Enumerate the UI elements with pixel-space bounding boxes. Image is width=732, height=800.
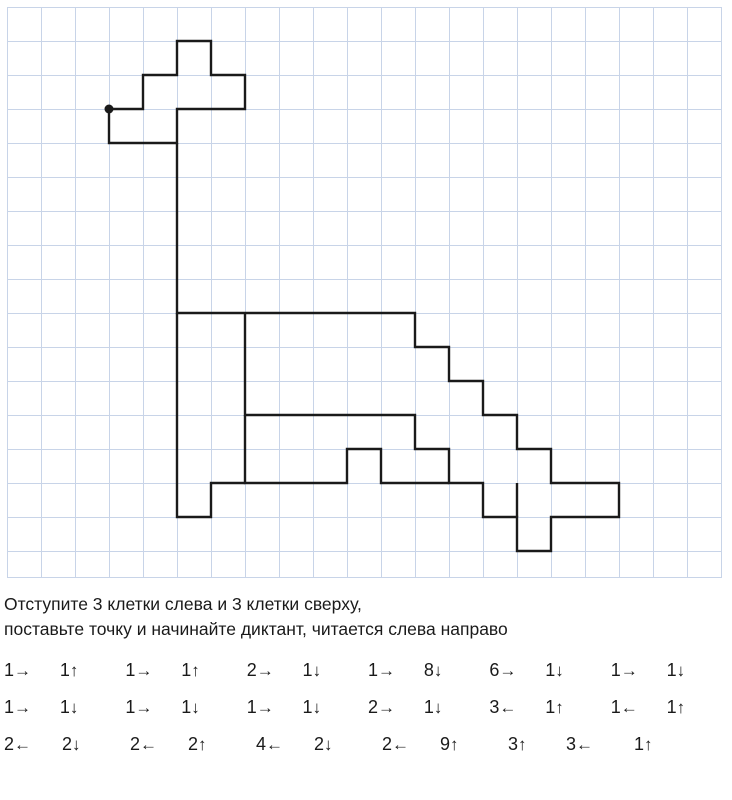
dictation-step: 1↓ [423, 697, 443, 717]
dictation-step: 1↓ [181, 697, 200, 717]
dictation-step: 3↑ [508, 734, 527, 754]
arrow-icon: → [14, 698, 32, 717]
dictation-step: 1→ [4, 660, 32, 680]
dictation-step: 1↑ [634, 734, 653, 754]
dictation-steps-table [0, 660, 732, 771]
dictation-row [0, 697, 732, 734]
arrow-icon: → [135, 698, 153, 717]
arrow-icon: ← [266, 735, 284, 754]
arrow-icon: → [14, 661, 32, 680]
dictation-step: 1↓ [59, 697, 79, 717]
dictation-step: 2↓ [62, 734, 81, 754]
arrow-icon: → [499, 661, 517, 680]
arrow-icon: → [256, 661, 274, 680]
arrow-icon: ↓ [676, 661, 686, 680]
dictation-step: 1↑ [666, 697, 686, 717]
dictation-row [0, 660, 732, 697]
dictation-step: 2↑ [188, 734, 207, 754]
dictation-step: 1→ [125, 660, 153, 680]
arrow-icon: ↑ [450, 735, 459, 754]
arrow-icon: ↓ [324, 735, 333, 754]
dictation-step: 1↓ [302, 697, 322, 717]
dictation-step: 2→ [368, 697, 396, 717]
arrow-icon: ↓ [72, 735, 81, 754]
dictation-step: 1↓ [666, 660, 686, 680]
arrow-icon: ↑ [518, 735, 527, 754]
arrow-icon: ← [620, 698, 638, 717]
dictation-step: 1↑ [181, 660, 200, 680]
arrow-icon: ↓ [433, 698, 443, 717]
dictation-step: 8↓ [423, 660, 443, 680]
dictation-step: 2← [130, 734, 158, 754]
arrow-icon: → [135, 661, 153, 680]
arrow-icon: ↓ [312, 698, 322, 717]
start-dot-icon [105, 105, 114, 114]
arrow-icon: ↓ [191, 698, 200, 717]
arrow-icon: ↑ [644, 735, 653, 754]
dictation-step: 1→ [610, 660, 638, 680]
grid-lines [7, 7, 722, 578]
dictation-step: 2↓ [314, 734, 333, 754]
dictation-step: 1← [610, 697, 638, 717]
arrow-icon: → [378, 661, 396, 680]
dictation-step: 1→ [4, 697, 32, 717]
instruction-line-1: Отступите 3 клетки слева и 3 клетки сверху, [4, 594, 362, 614]
arrow-icon: → [378, 698, 396, 717]
instruction-line-2: поставьте точку и начинайте диктант, читается слева направо [4, 619, 508, 639]
dictation-step: 6→ [489, 660, 517, 680]
arrow-icon: ↓ [69, 698, 79, 717]
arrow-icon: → [620, 661, 638, 680]
arrow-icon: ← [14, 735, 32, 754]
dictation-step: 9↑ [440, 734, 459, 754]
dictation-step: 4← [256, 734, 284, 754]
dictation-step: 2← [4, 734, 32, 754]
arrow-icon: ↓ [555, 661, 564, 680]
dictation-step: 1↑ [59, 660, 79, 680]
arrow-icon: ↓ [312, 661, 322, 680]
arrow-icon: ↑ [676, 698, 686, 717]
dictation-figure-giraffe [105, 41, 620, 551]
dictation-step: 3← [489, 697, 517, 717]
dictation-step: 1→ [368, 660, 396, 680]
arrow-icon: ↑ [191, 661, 200, 680]
arrow-icon: → [256, 698, 274, 717]
arrow-icon: ↑ [555, 698, 564, 717]
arrow-icon: ← [576, 735, 594, 754]
dictation-step: 1↑ [545, 697, 564, 717]
arrow-icon: ← [140, 735, 158, 754]
arrow-icon: ↑ [198, 735, 207, 754]
arrow-icon: ← [392, 735, 410, 754]
dictation-step: 2→ [246, 660, 274, 680]
arrow-icon: ↓ [433, 661, 443, 680]
dictation-row [0, 734, 732, 771]
instructions-block [4, 592, 728, 642]
arrow-icon: ↑ [69, 661, 79, 680]
dictation-step: 1↓ [302, 660, 322, 680]
dictation-step: 2← [382, 734, 410, 754]
dictation-step: 1→ [246, 697, 274, 717]
dictation-step: 1↓ [545, 660, 564, 680]
dictation-step: 1→ [125, 697, 153, 717]
dictation-step: 3← [566, 734, 594, 754]
arrow-icon: ← [499, 698, 517, 717]
